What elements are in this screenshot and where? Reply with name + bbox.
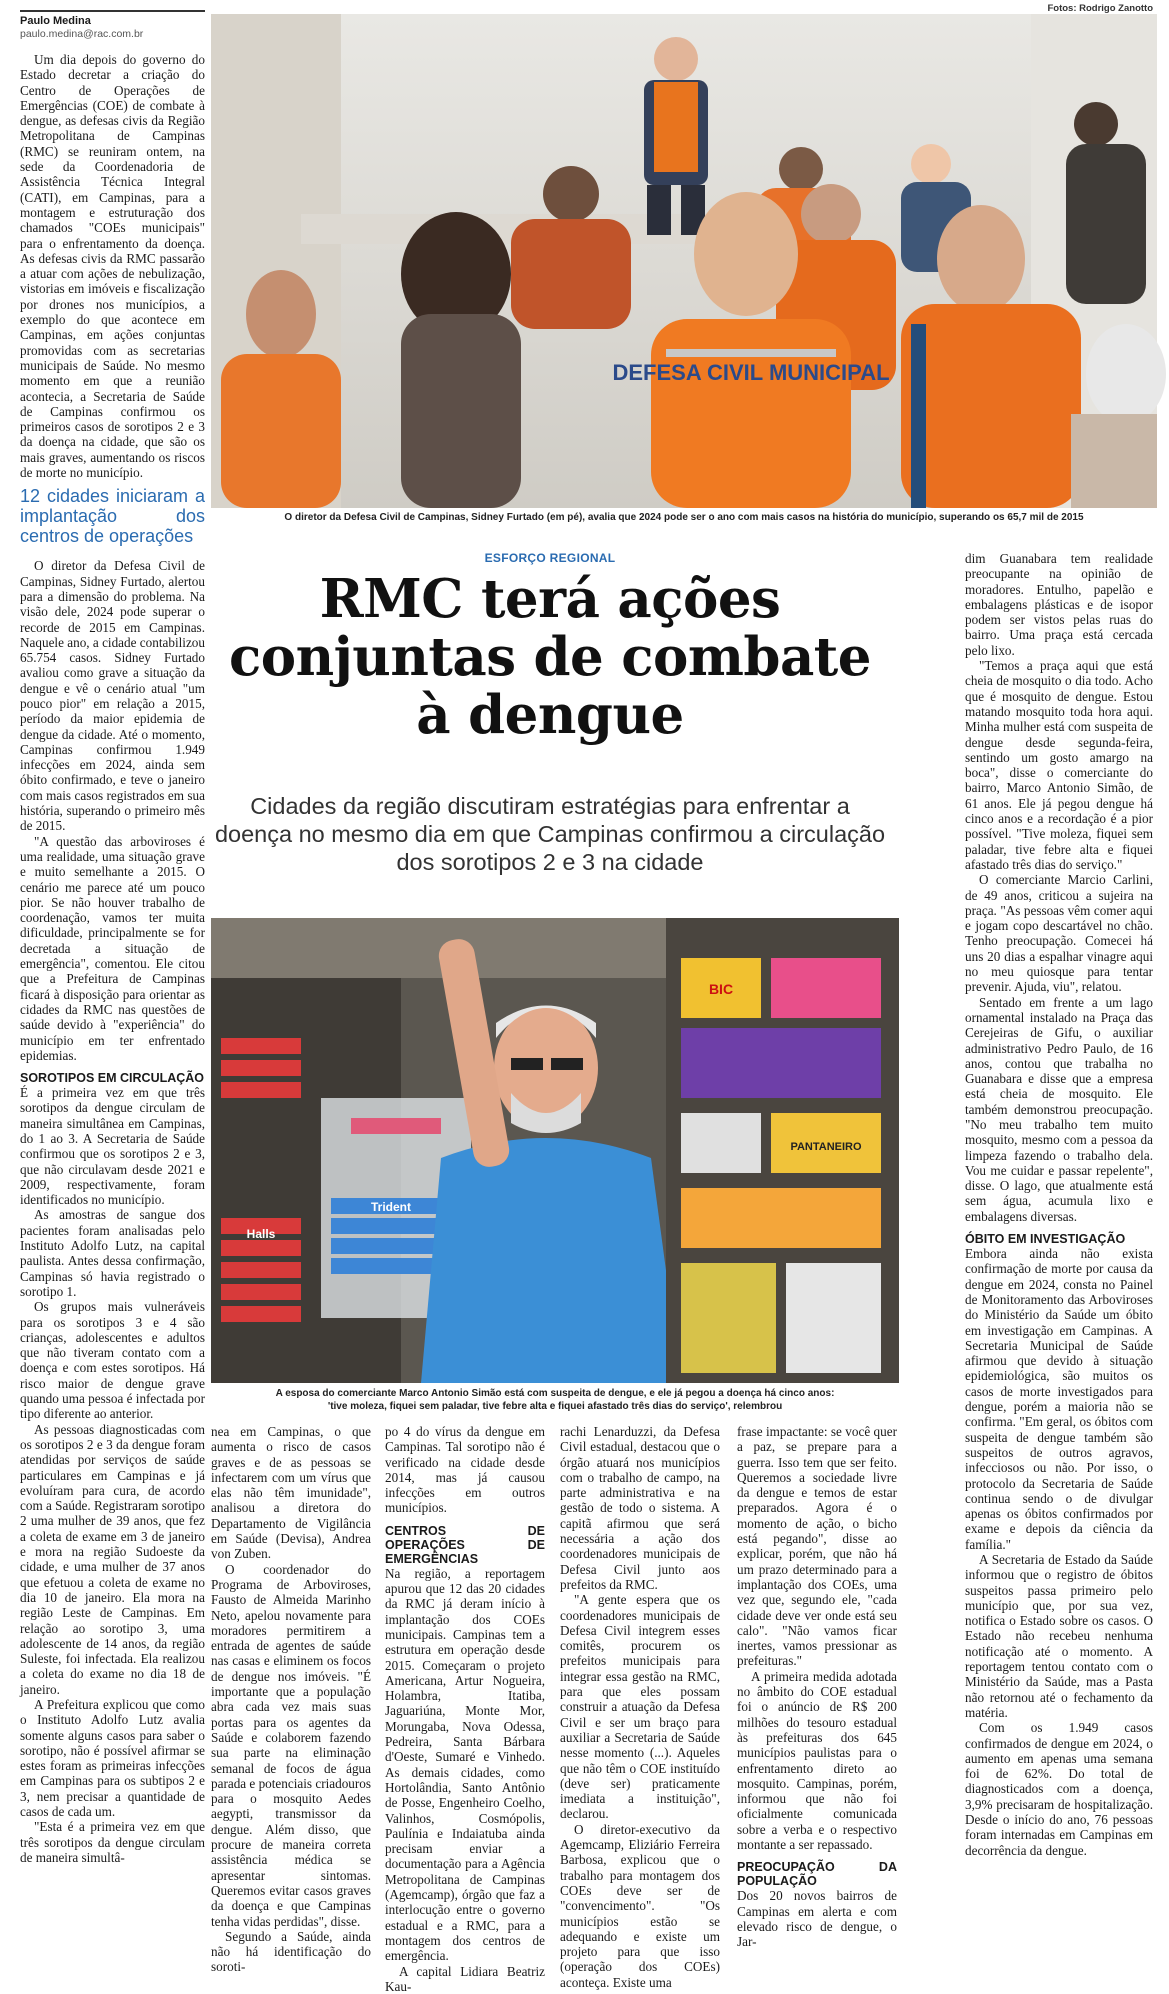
paragraph: O diretor da Defesa Civil de Campinas, Sidney Furtado, alertou para a dimensão do problema. Na visão dele, 2024 pode superar o recorde de 2015 em Campinas. Naquele ano, a cidade contabilizou 65.754 casos. Sidney Furtado avaliou como grave a situação da dengue e vê o cenário atual "um pouco pior" em relação a 2015, período da maior epidemia de dengue da cidade. Até o momento, Campinas confirmou 1.949 infecções em 2024, ainda sem óbito confirmado, e teve o janeiro com mais casos registrados em sua história, superando o primeiro mês de 2015. — [20, 558, 205, 833]
paragraph: "A gente espera que os coordenadores municipais de Defesa Civil integrem esses comitês, procurem os prefeitos municipais para integrar essa gestão na RMC, para que eles possam construir a atuação da Defesa Civil e ser um braço para auxiliar a Secretaria de Saúde nesse momento (...). Aqueles que não têm o COE instituído (deve ser) praticamente imediata a instituição", declarou. — [560, 1592, 720, 1821]
subhead-preocupacao: PREOCUPAÇÃO DA POPULAÇÃO — [737, 1860, 897, 1888]
paragraph: nea em Campinas, o que aumenta o risco de casos graves e de as pessoas se infectarem com um vírus que elas não têm imunidade", analisou a diretora do Departamento de Vigilância em Saúde (Devisa), Andrea von Zuben. — [211, 1424, 371, 1562]
vest-text: DEFESA CIVIL MUNICIPAL — [612, 360, 889, 385]
paragraph: frase impactante: se você quer a paz, se prepare para a guerra. Isso tem que ser feito. Queremos a sociedade livre da dengue e temos de estar preparados. Agora é o momento de ação, o bicho está pegando", disse ao explicar, porém, que não há um prazo determinado para a implantação dos COEs, uma vez que, segundo ele, "cada cidade deve ver onde está seu calo". "Não vamos ficar inertes, vamos pressionar as prefeituras." — [737, 1424, 897, 1669]
paragraph: O diretor-executivo da Agemcamp, Eliziário Ferreira Barbosa, explicou que o trabalho para montagem dos COEs deve ser de "convencimento". "Os municípios estão se adequando e existe um projeto para que isso (operação dos COEs) aconteça. Existe uma — [560, 1822, 720, 1990]
article-column-bottom-3 — [560, 1424, 720, 1990]
paragraph: "Temos a praça aqui que está cheia de mosquito o dia todo. Acho que é mosquito de dengue. Estou matando mosquito toda hora aqui. Minha mulher está com suspeita de dengue desde segunda-feira, sentindo um gosto amargo na boca", disse o comerciante do bairro, Marco Antonio Simão, de 61 anos. Ele já pegou dengue há cinco anos e a recordação é a pior possível. "Tive moleza, fiquei sem paladar, tive febre alta e fiquei afastado três dias do serviço." — [965, 658, 1153, 872]
intertitle: 12 cidades iniciaram a implantação dos centros de operações — [20, 486, 205, 546]
paragraph: dim Guanabara tem realidade preocupante na opinião de moradores. Entulho, papelão e embalagens plásticas e de isopor podem ser vistos pelas ruas do bairro. Uma praça está cercada pelo lixo. — [965, 551, 1153, 658]
shopkeeper-photo — [211, 918, 899, 1383]
byline-name: Paulo Medina — [20, 15, 205, 28]
meeting-photo-caption: O diretor da Defesa Civil de Campinas, Sidney Furtado (em pé), avalia que 2024 pode ser o ano com mais casos na história do município, superando os 65,7 mil de 2015 — [211, 511, 1157, 524]
bic-label: BIC — [709, 981, 733, 997]
paragraph: rachi Lenarduzzi, da Defesa Civil estadual, destacou que o órgão atuará nos municípios com o trabalho de campo, na parte administrativa e na gestão de todo o sistema. A capitã afirmou que será necessária a ação dos coordenadores municipais de Defesa Civil junto aos prefeitos da RMC. — [560, 1424, 720, 1592]
article-column-bottom-1 — [211, 1424, 371, 1975]
subhead-centros: CENTROS DE OPERAÇÕES DE EMERGÊNCIAS — [385, 1524, 545, 1566]
shopkeeper-photo-caption — [211, 1387, 899, 1413]
section-label: ESFORÇO REGIONAL — [210, 551, 890, 565]
article-column-right — [965, 551, 1153, 1858]
deck: Cidades da região discutiram estratégias para enfrentar a doença no mesmo dia em que Campinas confirmou a circulação dos sorotipos 2 e 3 na cidade — [210, 792, 890, 876]
paragraph: Na região, a reportagem apurou que 12 das 20 cidades da RMC já deram início à implantação dos COEs municipais. Campinas tem a estrutura em operação desde 2015. Começaram o projeto Americana, Artur Nogueira, Holambra, Itatiba, Jaguariúna, Monte Mor, Morungaba, Nova Odessa, Pedreira, Santa Bárbara d'Oeste, Sumaré e Vinhedo. As demais cidades, como Hortolândia, Santo Antônio de Posse, Engenheiro Coelho, Valinhos, Cosmópolis, Paulínia e Indaiatuba ainda precisam enviar a documentação para a Agência Metropolitana de Campinas (Agemcamp), órgão que faz a interlocução entre o governo estadual e a RMC, para a montagem dos centros de emergência. — [385, 1566, 545, 1964]
trident-label: Trident — [371, 1200, 411, 1214]
halls-label: Halls — [247, 1227, 276, 1241]
paragraph: A capital Lidiara Beatriz Kau- — [385, 1964, 545, 1994]
paragraph: As pessoas diagnosticadas com os sorotipos 2 e 3 da dengue foram atendidas por serviços de saúde particulares em Campinas e já evoluíram para cura, de acordo com a Saúde. Registraram sorotipo 2 uma mulher de 39 anos, que fez a coleta de exame em 3 de janeiro e mora na região Sudoeste da cidade, e uma mulher de 37 anos que efetuou a coleta de exame no dia 10 de janeiro. Ela mora na região Leste de Campinas. Em relação ao sorotipo 3, uma adolescente de 14 anos, da região Suleste, foi infectada. Ela realizou a coleta do exame no dia 18 de janeiro. — [20, 1422, 205, 1697]
paragraph: O comerciante Marcio Carlini, de 49 anos, criticou a sujeira na praça. "As pessoas vêm comer aqui e jogam copo descartável no chão. Tenho preocupação. Comecei há uns 20 dias a espalhar vinagre aqui no meu quiosque para tentar prevenir. Ajuda, viu", relatou. — [965, 872, 1153, 994]
subhead-obito: ÓBITO EM INVESTIGAÇÃO — [965, 1232, 1153, 1246]
paragraph: Dos 20 novos bairros de Campinas em alerta e com elevado risco de dengue, o Jar- — [737, 1888, 897, 1949]
subhead-sorotipos: SOROTIPOS EM CIRCULAÇÃO — [20, 1071, 205, 1085]
paragraph: Os grupos mais vulneráveis para os sorotipos 3 e 4 são crianças, adolescentes e adultos que não tiveram contato com a doença e com estes sorotipos. Há risco maior de dengue grave quando uma pessoa é infectada por tipo diferente ao anterior. — [20, 1299, 205, 1421]
paragraph: A Prefeitura explicou que como o Instituto Adolfo Lutz avalia somente alguns casos para saber o sorotipo, não é possível afirmar se estes foram as primeiras infecções em Campinas para os subtipos 2 e 3, nem precisar a quantidade de casos de cada um. — [20, 1697, 205, 1819]
article-column-bottom-4 — [737, 1424, 897, 1950]
byline-email: paulo.medina@rac.com.br — [20, 28, 205, 41]
meeting-photo — [211, 14, 1157, 508]
paragraph: Com os 1.949 casos confirmados de dengue em 2024, o aumento em apenas uma semana foi de 62%. Do total de diagnosticados com a doença, 3,9% precisaram de hospitalização. Desde o início do ano, 76 pessoas foram internadas em Campinas em decorrência da dengue. — [965, 1720, 1153, 1858]
meeting-photo-illustration — [211, 14, 1157, 508]
paragraph: Sentado em frente a um lago ornamental instalado na Praça das Cerejeiras de Gifu, o auxiliar administrativo Pedro Paulo, de 16 anos, contou que trabalha no Guanabara e disse que a empresa está cheia de mosquito. Ele também demonstrou preocupação. "No meu trabalho tem muito mosquito, mesmo com a pessoa da limpeza fazendo o trabalho dela. Vou me cuidar e passar repelente", disse. O lago, que atualmente está sem água, acumula lixo e embalagens diversas. — [965, 995, 1153, 1224]
paragraph: Embora ainda não exista confirmação de morte por causa da dengue em 2024, consta no Painel de Monitoramento das Arboviroses do Ministério da Saúde um óbito em investigação em Campinas. A Secretaria Municipal de Saúde afirmou que devido à situação epidemiológica, são muitos os casos de morte investigados para dengue, porém a maioria não se confirma. "Em geral, os óbitos com suspeita de dengue também são suspeitos de outros agravos, infecciosos ou não. Por isso, o protocolo da Secretaria de Saúde continua sendo o de divulgar apenas os óbitos confirmados por exame e depois da ciência da família." — [965, 1246, 1153, 1552]
caption-line: 'tive moleza, fiquei sem paladar, tive febre alta e fiquei afastado três dias do serviço', relembrou — [211, 1400, 899, 1413]
paragraph: po 4 do vírus da dengue em Campinas. Tal sorotipo não é verificado na cidade desde 2014, mas já causou infecções em outros municípios. — [385, 1424, 545, 1516]
paragraph: "A questão das arboviroses é uma realidade, uma situação grave e muito semelhante a 2015. O cenário me parece até um pouco pior. Se não houver trabalho de coordenação, vamos ter muita dificuldade, principalmente se for decretada a situação de emergência", comentou. Ele citou que a Prefeitura de Campinas ficará à disposição para orientar as cidades da RMC nas questões de saúde devido à "experiência" do município em ter enfrentado epidemias. — [20, 834, 205, 1063]
paragraph: É a primeira vez em que três sorotipos da dengue circulam de maneira simultânea em Campinas, do 1 ao 3. A Secretaria de Saúde confirmou que os sorotipos 2 e 3, que não circulavam desde 2021 e 2009, respectivamente, foram identificados no município. — [20, 1085, 205, 1207]
photo-credit: Fotos: Rodrigo Zanotto — [1047, 3, 1153, 14]
shopkeeper-photo-illustration — [211, 918, 899, 1383]
pantaneiro-label: PANTANEIRO — [790, 1141, 862, 1153]
paragraph: A primeira medida adotada no âmbito do COE estadual foi o anúncio de R$ 200 milhões do tesouro estadual às prefeituras dos 645 municípios paulistas para o enfrentamento direto ao mosquito. Campinas, porém, informou que não foi oficialmente comunicada sobre a verba e o respectivo montante a ser repassado. — [737, 1669, 897, 1853]
paragraph: "Esta é a primeira vez em que três sorotipos da dengue circulam de maneira simultâ- — [20, 1819, 205, 1865]
article-column-left — [20, 52, 205, 1865]
article-column-bottom-2 — [385, 1424, 545, 1994]
paragraph: A Secretaria de Estado da Saúde informou que o registro de óbitos suspeitos passa primeiro pelo município que, por sua vez, notifica o Estado sobre os casos. O Estado não recebeu nenhuma notificação até o momento. A reportagem tentou contato com o Ministério da Saúde, mas a Pasta não retornou até o fechamento da matéria. — [965, 1552, 1153, 1720]
paragraph: As amostras de sangue dos pacientes foram analisadas pelo Instituto Adolfo Lutz, na capital paulista. Antes dessa confirmação, Campinas só havia registrado o sorotipo 1. — [20, 1207, 205, 1299]
paragraph: O coordenador do Programa de Arboviroses, Fausto de Almeida Marinho Neto, apelou novamente para moradores permitirem a entrada de agentes de saúde nas casas e eliminem os focos de dengue nos imóveis. "É importante que a população abra cada vez mais suas portas para os agentes da Saúde e colaborem fazendo sua parte na eliminação semanal de focos de água parada e potenciais criadouros para o mosquito Aedes aegypti, transmissor da dengue. Além disso, que procure de maneira correta assistência médica se apresentar sintomas. Queremos evitar casos graves da doença e que Campinas tenha vidas perdidas", disse. — [211, 1562, 371, 1929]
caption-line: A esposa do comerciante Marco Antonio Simão está com suspeita de dengue, e ele já pegou a doença há cinco anos: — [211, 1387, 899, 1400]
headline: RMC terá ações conjuntas de combate à dengue — [210, 570, 890, 744]
paragraph: Um dia depois do governo do Estado decretar a criação do Centro de Operações de Emergências (COE) de combate à dengue, as defesas civis da Região Metropolitana de Campinas (RMC) se reuniram ontem, na sede da Coordenadoria de Assistência Técnica Integral (CATI), em Campinas, para a montagem e estruturação dos chamados "COEs municipais" para o enfrentamento da doença. As defesas civis da RMC passarão a atuar com ações de nebulização, vistorias em imóveis e fiscalização por drones nos municípios, a exemplo do que acontece em Campinas, em ações conjuntas promovidas com as secretarias municipais de Saúde. No mesmo momento em que a reunião acontecia, a Secretaria de Saúde de Campinas confirmou os primeiros casos de sorotipos 2 e 3 da doença na cidade, que são os mais graves, aumentando os riscos de morte no município. — [20, 52, 205, 480]
paragraph: Segundo a Saúde, ainda não há identificação do soroti- — [211, 1929, 371, 1975]
byline — [20, 10, 205, 41]
